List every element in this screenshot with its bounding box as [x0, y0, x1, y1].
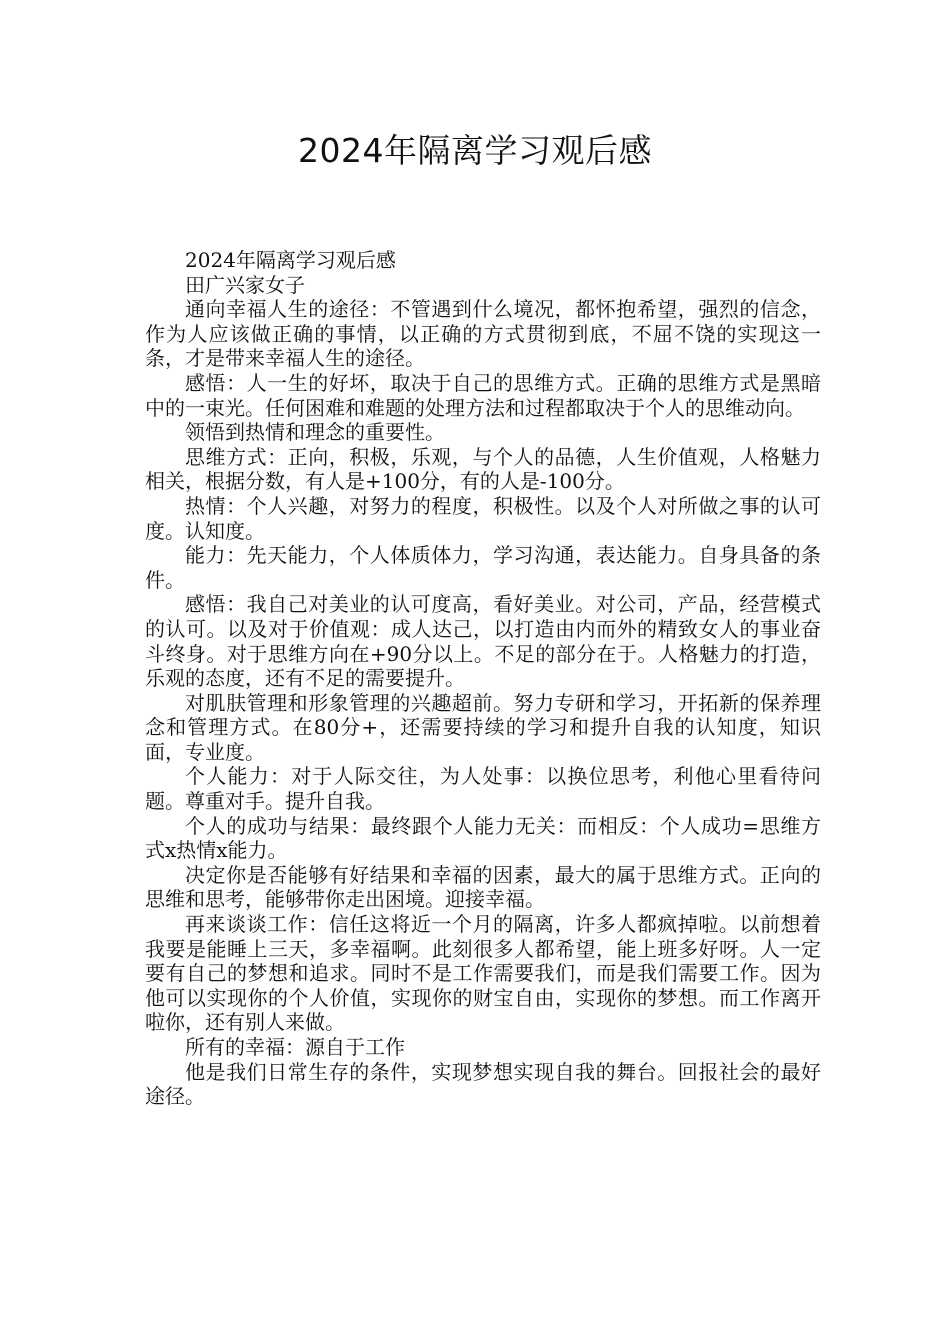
document-body — [145, 248, 821, 1109]
paragraph: 再来谈谈工作：信任这将近一个月的隔离，许多人都疯掉啦。以前想着我要是能睡上三天，多幸福啊。此刻很多人都希望，能上班多好呀。人一定要有自己的梦想和追求。同时不是工作需要我们，而是我们需要工作。因为他可以实现你的个人价值，实现你的财宝自由，实现你的梦想。而工作离开啦你，还有别人来做。 — [145, 912, 821, 1035]
document-title: 2024年隔离学习观后感 — [298, 131, 652, 170]
paragraph: 领悟到热情和理念的重要性。 — [185, 420, 445, 445]
paragraph: 对肌肤管理和形象管理的兴趣超前。努力专研和学习，开拓新的保养理念和管理方式。在80分+，还需要持续的学习和提升自我的认知度，知识面，专业度。 — [145, 690, 821, 764]
paragraph: 个人的成功与结果：最终跟个人能力无关：而相反：个人成功=思维方式x热情x能力。 — [145, 813, 821, 863]
paragraph: 决定你是否能够有好结果和幸福的因素，最大的属于思维方式。正向的思维和思考，能够带你走出困境。迎接幸福。 — [145, 862, 821, 912]
paragraph: 热情：个人兴趣，对努力的程度，积极性。以及个人对所做之事的认可度。认知度。 — [145, 493, 821, 543]
paragraph: 个人能力：对于人际交往，为人处事：以换位思考，利他心里看待问题。尊重对手。提升自我。 — [145, 764, 821, 814]
paragraph: 所有的幸福：源自于工作 — [185, 1035, 405, 1059]
paragraph: 能力：先天能力，个人体质体力，学习沟通，表达能力。自身具备的条件。 — [145, 543, 821, 592]
paragraph: 感悟：我自己对美业的认可度高，看好美业。对公司，产品，经营模式的认可。以及对于价值观：成人达己，以打造由内而外的精致女人的事业奋斗终身。对于思维方向在+90分以上。不足的部分在于。人格魅力的打造，乐观的态度，还有不足的需要提升。 — [145, 592, 821, 691]
paragraph-subtitle: 2024年隔离学习观后感 — [185, 248, 396, 272]
paragraph: 思维方式：正向，积极，乐观，与个人的品德，人生价值观，人格魅力相关，根据分数，有人是+100分，有的人是-100分。 — [145, 444, 821, 494]
paragraph: 通向幸福人生的途径：不管遇到什么境况，都怀抱希望，强烈的信念，作为人应该做正确的事情，以正确的方式贯彻到底，不屈不饶的实现这一条，才是带来幸福人生的途径。 — [145, 297, 821, 371]
paragraph: 感悟：人一生的好坏，取决于自己的思维方式。正确的思维方式是黑暗中的一束光。任何困难和难题的处理方法和过程都取决于个人的思维动向。 — [145, 370, 821, 420]
paragraph-author: 田广兴家女子 — [185, 272, 305, 297]
paragraph: 他是我们日常生存的条件，实现梦想实现自我的舞台。回报社会的最好途径。 — [145, 1059, 821, 1109]
